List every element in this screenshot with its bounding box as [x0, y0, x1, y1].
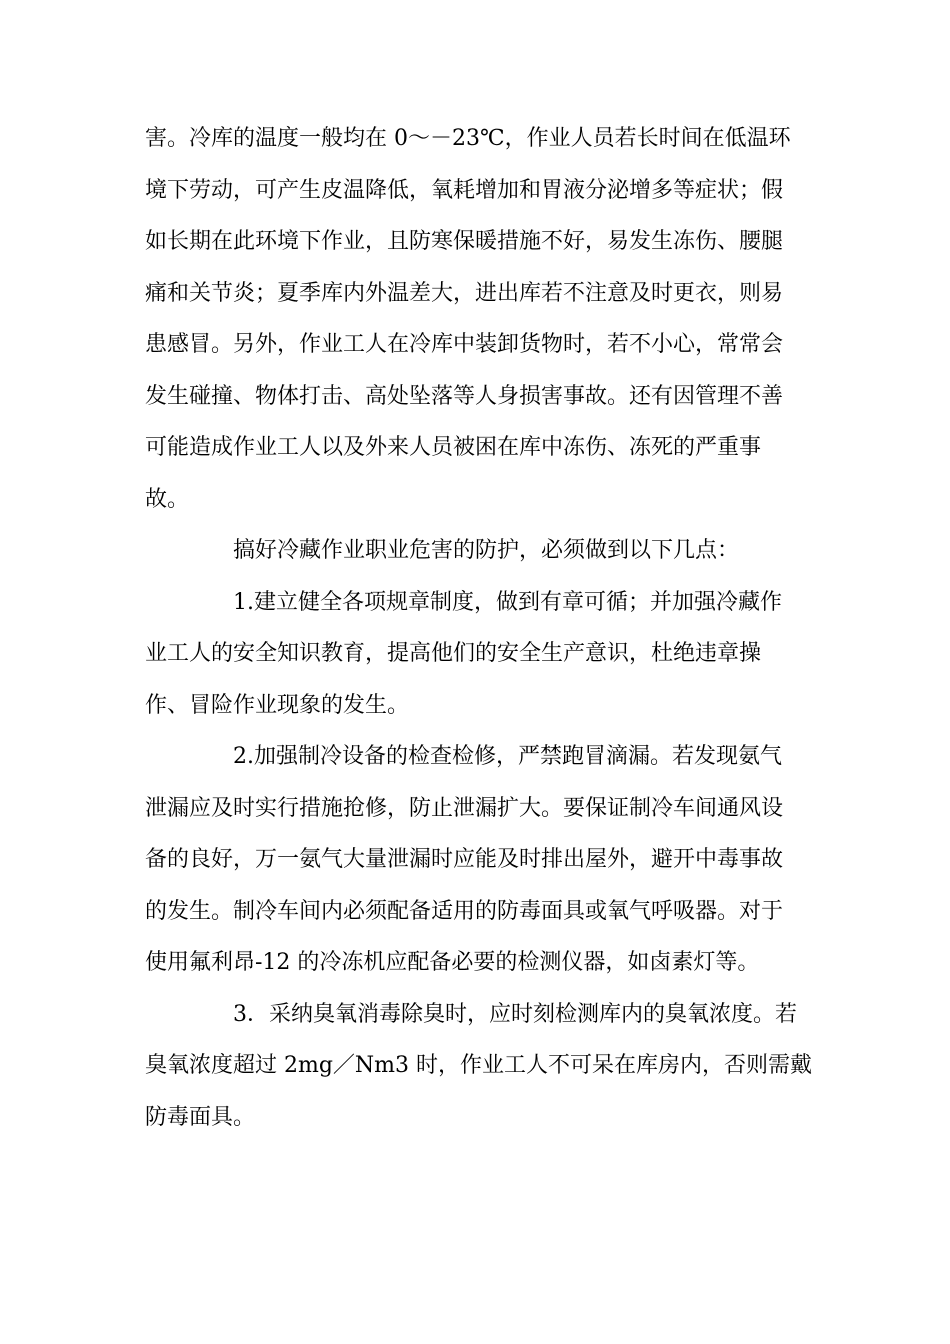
text-line: 如长期在此环境下作业，且防寒保暖措施不好，易发生冻伤、腰腿: [145, 229, 784, 254]
text-line: 的发生。制冷车间内必须配备适用的防毒面具或氧气呼吸器。对于: [145, 898, 784, 924]
text-line: 业工人的安全知识教育，提高他们的安全生产意识，杜绝违章操: [145, 641, 762, 666]
text-line: 患感冒。另外，作业工人在冷库中装卸货物时，若不小心，常常会: [145, 332, 784, 357]
text-line: 痛和关节炎；夏季库内外温差大，进出库若不注意及时更衣，则易: [145, 280, 784, 306]
text-line: 搞好冷藏作业职业危害的防护，必须做到以下几点：: [233, 538, 740, 563]
text-line: 使用氟利昂-12 的冷冻机应配备必要的检测仪器，如卤素灯等。: [145, 950, 760, 975]
text-line: 臭氧浓度超过 2mg／Nm3 时，作业工人不可呆在库房内，否则需戴: [145, 1053, 813, 1078]
paragraph-protection-intro: [145, 525, 810, 577]
text-line: 防毒面具。: [145, 1104, 256, 1130]
text-line: 3．采纳臭氧消毒除臭时，应时刻检测库内的臭氧浓度。若: [233, 1001, 797, 1027]
paragraph-item-3: [145, 989, 813, 1144]
text-line: 泄漏应及时实行措施抢修，防止泄漏扩大。要保证制冷车间通风设: [145, 795, 784, 821]
text-line: 故。: [145, 486, 190, 512]
text-line: 可能造成作业工人以及外来人员被困在库中冻伤、冻死的严重事: [145, 435, 762, 460]
text-line: 境下劳动，可产生皮温降低，氧耗增加和胃液分泌增多等症状；假: [145, 177, 784, 203]
document-body: [145, 113, 813, 1143]
text-line: 发生碰撞、物体打击、高处坠落等人身损害事故。还有因管理不善: [145, 383, 784, 409]
text-line: 备的良好，万一氨气大量泄漏时应能及时排出屋外，避开中毒事故: [145, 847, 784, 872]
paragraph-item-2: [145, 731, 810, 989]
text-line: 1.建立健全各项规章制度，做到有章可循；并加强冷藏作: [233, 589, 782, 615]
text-line: 害。冷库的温度一般均在 0～－23℃，作业人员若长时间在低温环: [145, 126, 791, 151]
text-line: 2.加强制冷设备的检查检修，严禁跑冒滴漏。若发现氨气: [233, 744, 782, 769]
paragraph-item-1: [145, 577, 810, 732]
paragraph-cold-hazards: [145, 113, 810, 525]
text-line: 作、冒险作业现象的发生。: [145, 692, 410, 718]
